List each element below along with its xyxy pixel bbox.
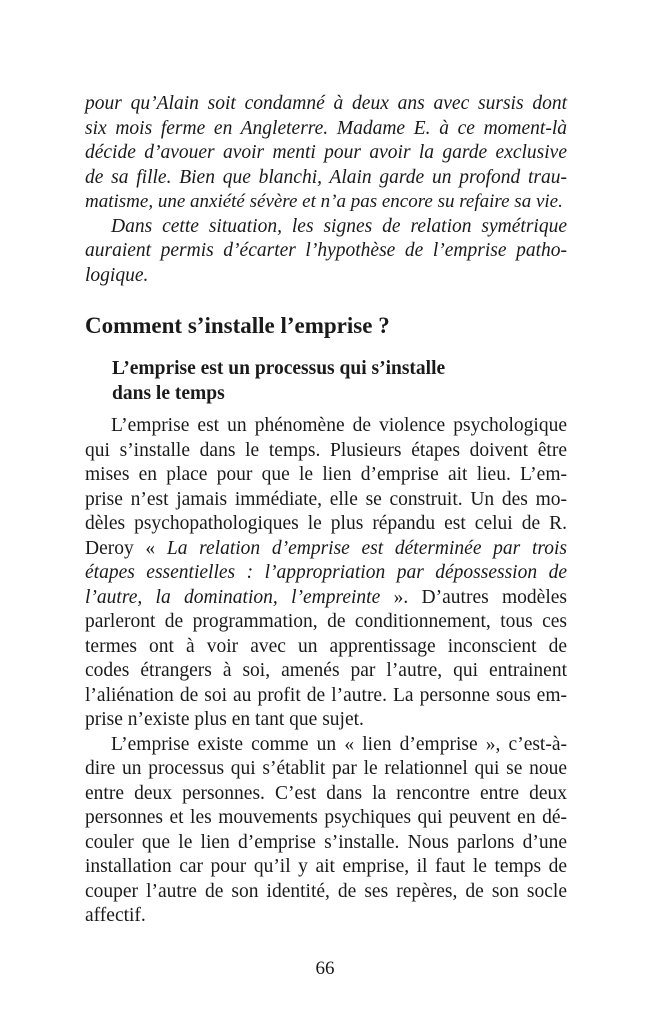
body-paragraphs — [85, 414, 567, 929]
text-line: couper l’autre de son identité, de ses repères, de son socle — [85, 880, 567, 902]
text-line: couler que le lien d’emprise s’installe. Nous parlons d’une — [85, 831, 567, 853]
subsection-heading-line: dans le temps — [112, 383, 225, 404]
text-line: décide d’avouer avoir menti pour avoir la garde exclusive — [85, 142, 567, 163]
text-line: prise n’existe plus en tant que sujet. — [85, 709, 364, 730]
intro-paragraphs — [85, 92, 567, 288]
text-line: dire un processus qui s’établit par le relationnel qui se noue — [85, 758, 567, 779]
text-line: entre deux personnes. C’est dans la rencontre entre deux — [85, 782, 567, 804]
quotation-run: l’autre, la domination, l’empreinte — [85, 586, 381, 608]
text-line — [85, 537, 567, 562]
text-line: de sa fille. Bien que blanchi, Alain garde un profond trau- — [85, 166, 567, 188]
subsection-heading-line: L’emprise est un processus qui s’installe — [112, 358, 446, 379]
text-line: parleront de programmation, de conditionnement, tous ces — [85, 611, 567, 632]
text-line: auraient permis d’écarter l’hypothèse de l’emprise patho- — [85, 240, 567, 261]
text-line: six mois ferme en Angleterre. Madame E. à ce moment-là — [85, 117, 567, 139]
text-run: ». D’autres modèles — [380, 586, 568, 608]
text-line: affectif. — [85, 905, 146, 926]
text-line: L’emprise est un phénomène de violence psychologique — [111, 415, 567, 436]
text-line: pour qu’Alain soit condamné à deux ans avec sursis dont — [85, 93, 567, 114]
text-line: l’aliénation de soi au profit de l’autre. La personne sous em- — [85, 684, 567, 706]
text-line: prise n’est jamais immédiate, elle se construit. Un des mo- — [85, 488, 567, 510]
text-line: matisme, une anxiété sévère et n’a pas encore su refaire sa vie. — [85, 191, 563, 212]
text-line: étapes essentielles : l’appropriation par dépossession de — [85, 562, 567, 583]
section-heading: Comment s’installe l’emprise ? — [85, 313, 390, 338]
quotation-run: La relation d’emprise est déterminée par trois — [166, 537, 567, 559]
text-line: logique. — [85, 264, 149, 286]
text-line: L’emprise existe comme un « lien d’emprise », c’est-à- — [111, 733, 567, 755]
text-line: codes étrangers à soi, amenés par l’autre, qui entrainent — [85, 660, 567, 681]
text-line — [85, 586, 567, 611]
text-line: personnes et les mouvements psychiques qui peuvent en dé- — [85, 807, 567, 828]
text-line: installation car pour qu’il y ait emprise, il faut le temps de — [85, 856, 567, 877]
text-line: Dans cette situation, les signes de relation symétrique — [111, 215, 567, 237]
text-run: Deroy « — [85, 537, 167, 559]
text-line: mises en place pour que le lien d’emprise ait lieu. L’em- — [85, 464, 567, 485]
page-number: 66 — [315, 958, 335, 979]
text-line: qui s’installe dans le temps. Plusieurs étapes doivent être — [85, 439, 567, 461]
text-line: termes ont à voir avec un apprentissage inconscient de — [85, 635, 567, 657]
text-line: dèles psychopathologiques le plus répandu est celui de R. — [85, 513, 567, 534]
subsection-heading — [112, 356, 445, 406]
